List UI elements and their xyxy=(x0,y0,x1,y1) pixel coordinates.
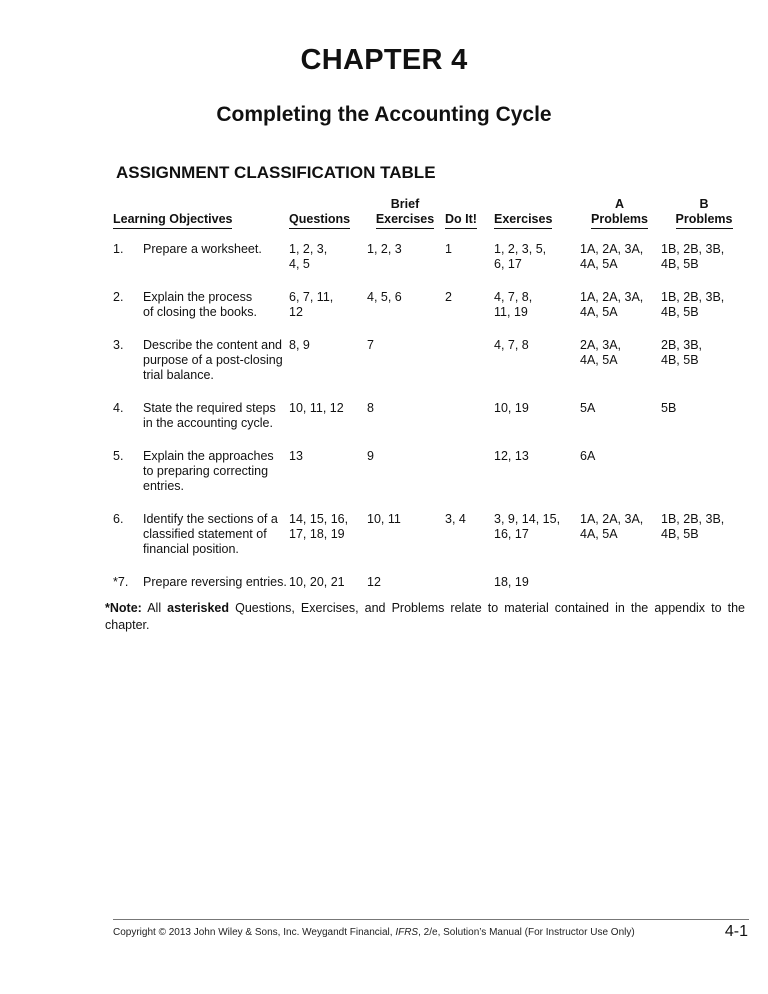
b-problems-cell: 1B, 2B, 3B, 4B, 5B xyxy=(661,512,725,541)
a-problems-cell: 1A, 2A, 3A, 4A, 5A xyxy=(580,290,644,319)
table-row xyxy=(113,437,749,500)
note-emphasis: asterisked xyxy=(167,601,230,615)
exercises-cell: 4, 7, 8, 11, 19 xyxy=(494,290,533,319)
header-exercises: Exercises xyxy=(494,197,580,232)
exercises-cell: 4, 7, 8 xyxy=(494,338,529,352)
questions-cell: 14, 15, 16, 17, 18, 19 xyxy=(289,512,349,541)
page-number: 4-1 xyxy=(724,923,748,940)
brief-exercises-cell: 12 xyxy=(367,575,381,589)
brief-exercises-cell: 7 xyxy=(367,338,374,352)
brief-exercises-cell: 10, 11 xyxy=(367,512,401,526)
exercises-cell: 1, 2, 3, 5, 6, 17 xyxy=(494,242,547,271)
do-it-cell: 3, 4 xyxy=(445,512,466,526)
b-problems-cell: 5B xyxy=(661,401,677,415)
header-b-problems: B Problems xyxy=(661,197,749,232)
questions-cell: 8, 9 xyxy=(289,338,310,352)
do-it-cell xyxy=(445,326,494,389)
header-brief-exercises: Brief Exercises xyxy=(367,197,445,232)
appendix-note: *Note: All asterisked Questions, Exercises, and Problems relate to material contained in the appendix to the chapter. xyxy=(105,601,745,632)
b-problems-cell xyxy=(661,563,749,596)
assignment-classification-table xyxy=(113,197,749,596)
do-it-cell xyxy=(445,389,494,437)
exercises-cell: 12, 13 xyxy=(494,449,529,463)
objective-number: 5. xyxy=(113,449,124,463)
a-problems-cell: 2A, 3A, 4A, 5A xyxy=(580,338,622,367)
objective-number: *7. xyxy=(113,575,129,589)
do-it-cell: 2 xyxy=(445,290,452,304)
brief-exercises-cell: 1, 2, 3 xyxy=(367,242,402,256)
objective-description: Prepare reversing entries. xyxy=(143,575,287,589)
objective-number: 3. xyxy=(113,338,124,352)
section-heading: ASSIGNMENT CLASSIFICATION TABLE xyxy=(116,163,436,182)
exercises-cell: 10, 19 xyxy=(494,401,529,415)
exercises-cell: 18, 19 xyxy=(494,575,529,589)
b-problems-cell xyxy=(661,437,749,500)
questions-cell: 10, 11, 12 xyxy=(289,401,344,415)
a-problems-cell xyxy=(580,563,661,596)
table-row xyxy=(113,563,749,596)
table-row xyxy=(113,278,749,326)
header-a-problems: A Problems xyxy=(580,197,661,232)
brief-exercises-cell: 9 xyxy=(367,449,374,463)
do-it-cell xyxy=(445,563,494,596)
objective-number: 4. xyxy=(113,401,124,415)
objective-number: 1. xyxy=(113,242,124,256)
table-header-row xyxy=(113,197,749,232)
table-body xyxy=(113,232,749,596)
objective-number: 2. xyxy=(113,290,124,304)
b-problems-cell: 1B, 2B, 3B, 4B, 5B xyxy=(661,290,725,319)
a-problems-cell: 1A, 2A, 3A, 4A, 5A xyxy=(580,242,644,271)
footer-copyright: Copyright © 2013 John Wiley & Sons, Inc. Weygandt Financial, IFRS, 2/e, Solution’s Manual (For Instructor Use Only) xyxy=(113,927,635,938)
exercises-cell: 3, 9, 14, 15, 16, 17 xyxy=(494,512,561,541)
table-row xyxy=(113,326,749,389)
header-learning-objectives: Learning Objectives xyxy=(113,197,289,232)
objective-description: Explain the process of closing the books. xyxy=(143,290,257,319)
chapter-title: CHAPTER 4 xyxy=(300,44,468,76)
do-it-cell: 1 xyxy=(445,242,452,256)
objective-description: Explain the approaches to preparing correcting entries. xyxy=(143,449,274,493)
objective-description: Identify the sections of a classified statement of financial position. xyxy=(143,512,278,556)
a-problems-cell: 6A xyxy=(580,449,596,463)
header-questions: Questions xyxy=(289,197,367,232)
b-problems-cell: 2B, 3B, 4B, 5B xyxy=(661,338,703,367)
questions-cell: 13 xyxy=(289,449,303,463)
header-do-it: Do It! xyxy=(445,197,494,232)
table-row xyxy=(113,389,749,437)
b-problems-cell: 1B, 2B, 3B, 4B, 5B xyxy=(661,242,725,271)
table-row xyxy=(113,500,749,563)
questions-cell: 6, 7, 11, 12 xyxy=(289,290,334,319)
objective-description: Describe the content and purpose of a post-closing trial balance. xyxy=(143,338,283,382)
chapter-subtitle: Completing the Accounting Cycle xyxy=(216,103,552,126)
a-problems-cell: 5A xyxy=(580,401,596,415)
questions-cell: 10, 20, 21 xyxy=(289,575,345,589)
brief-exercises-cell: 8 xyxy=(367,401,374,415)
do-it-cell xyxy=(445,437,494,500)
objective-description: Prepare a worksheet. xyxy=(143,242,262,256)
objective-description: State the required steps in the accounting cycle. xyxy=(143,401,276,430)
questions-cell: 1, 2, 3, 4, 5 xyxy=(289,242,328,271)
table-row xyxy=(113,232,749,278)
objective-number: 6. xyxy=(113,512,124,526)
brief-exercises-cell: 4, 5, 6 xyxy=(367,290,402,304)
note-label: Note: xyxy=(109,601,142,615)
a-problems-cell: 1A, 2A, 3A, 4A, 5A xyxy=(580,512,644,541)
footer-divider xyxy=(113,919,749,920)
